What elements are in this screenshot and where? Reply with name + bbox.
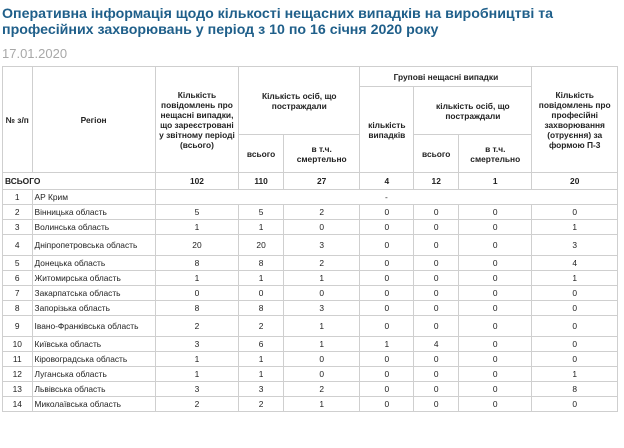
row-region: Львівська область (32, 382, 155, 397)
row-region: Закарпатська область (32, 286, 155, 301)
row-value: 20 (239, 235, 284, 256)
row-value: 1 (155, 220, 238, 235)
row-value: 1 (283, 316, 359, 337)
row-num: 11 (3, 352, 33, 367)
row-value: 2 (239, 316, 284, 337)
table-row (3, 301, 618, 316)
table-row (3, 352, 618, 367)
row-value: 20 (155, 235, 238, 256)
row-value: 0 (283, 220, 359, 235)
total-value: 102 (155, 173, 238, 190)
table-row (3, 367, 618, 382)
header-group-fatal: в т.ч. смертельно (459, 135, 532, 173)
header-victims: Кількість осіб, що постраждали (239, 67, 360, 135)
row-value: 0 (532, 337, 618, 352)
row-value: 1 (360, 337, 414, 352)
table-row (3, 316, 618, 337)
table-row (3, 286, 618, 301)
row-value: 0 (239, 286, 284, 301)
row-region: Вінницька область (32, 205, 155, 220)
table-row (3, 220, 618, 235)
row-value: 0 (414, 316, 459, 337)
row-num: 10 (3, 337, 33, 352)
header-reported: Кількість повідомлень про нещасні випадки, що зареєстровані у звітному періоді (всього) (155, 67, 238, 173)
row-value: 0 (414, 397, 459, 412)
row-value: 0 (414, 367, 459, 382)
table-row (3, 397, 618, 412)
total-row (3, 173, 618, 190)
total-value: 110 (239, 173, 284, 190)
row-value: 0 (360, 271, 414, 286)
row-region: Запорізька область (32, 301, 155, 316)
row-num: 4 (3, 235, 33, 256)
row-value: 0 (532, 205, 618, 220)
row-value: 1 (239, 271, 284, 286)
row-region: Волинська область (32, 220, 155, 235)
row-value: 1 (239, 220, 284, 235)
row-value: 0 (360, 256, 414, 271)
row-value: 5 (239, 205, 284, 220)
row-value: 1 (532, 220, 618, 235)
row-region: Луганська область (32, 367, 155, 382)
row-value: 0 (414, 256, 459, 271)
row-value: 1 (239, 367, 284, 382)
row-value: 0 (414, 286, 459, 301)
row-value: 1 (283, 337, 359, 352)
row-value: 3 (239, 382, 284, 397)
row-value: 2 (283, 256, 359, 271)
table-row (3, 235, 618, 256)
row-num: 2 (3, 205, 33, 220)
row-value: 0 (414, 352, 459, 367)
row-value: 0 (283, 352, 359, 367)
row-value: 2 (283, 205, 359, 220)
row-value: 2 (239, 397, 284, 412)
row-value: 1 (283, 397, 359, 412)
table-row (3, 337, 618, 352)
row-region: Івано-Франківська область (32, 316, 155, 337)
total-value: 12 (414, 173, 459, 190)
row-value: 0 (532, 301, 618, 316)
row-no-data: - (155, 190, 617, 205)
row-value: 6 (239, 337, 284, 352)
row-value: 0 (283, 367, 359, 382)
report-date: 17.01.2020 (2, 46, 68, 61)
row-value: 4 (414, 337, 459, 352)
row-num: 13 (3, 382, 33, 397)
table-row (3, 190, 618, 205)
header-group: Групові нещасні випадки (360, 67, 532, 87)
header-victims-fatal: в т.ч. смертельно (283, 135, 359, 173)
row-value: 2 (283, 382, 359, 397)
row-region: Київська область (32, 337, 155, 352)
row-value: 0 (532, 397, 618, 412)
row-value: 1 (532, 271, 618, 286)
header-num: № з/п (3, 67, 33, 173)
row-value: 1 (155, 271, 238, 286)
row-value: 0 (360, 235, 414, 256)
row-num: 7 (3, 286, 33, 301)
row-value: 0 (360, 397, 414, 412)
row-value: 0 (414, 271, 459, 286)
row-num: 3 (3, 220, 33, 235)
header-group-persons: кількість осіб, що постраждали (414, 87, 532, 135)
row-region: Миколаївська область (32, 397, 155, 412)
total-value: 27 (283, 173, 359, 190)
row-value: 0 (459, 367, 532, 382)
row-value: 0 (459, 286, 532, 301)
row-value: 0 (459, 382, 532, 397)
row-value: 0 (360, 352, 414, 367)
row-value: 0 (360, 382, 414, 397)
row-value: 0 (459, 316, 532, 337)
row-value: 0 (459, 352, 532, 367)
table-row (3, 382, 618, 397)
row-value: 0 (360, 316, 414, 337)
row-value: 0 (459, 397, 532, 412)
row-value: 3 (283, 301, 359, 316)
row-num: 5 (3, 256, 33, 271)
row-num: 14 (3, 397, 33, 412)
row-value: 3 (155, 382, 238, 397)
row-value: 0 (459, 301, 532, 316)
row-value: 1 (239, 352, 284, 367)
total-label: ВСЬОГО (3, 173, 156, 190)
row-region: АР Крим (32, 190, 155, 205)
row-value: 0 (283, 286, 359, 301)
row-value: 0 (155, 286, 238, 301)
row-value: 0 (414, 301, 459, 316)
row-region: Дніпропетровська область (32, 235, 155, 256)
row-value: 2 (155, 397, 238, 412)
table-row (3, 256, 618, 271)
row-value: 0 (414, 205, 459, 220)
row-num: 8 (3, 301, 33, 316)
row-value: 1 (155, 352, 238, 367)
row-value: 2 (155, 316, 238, 337)
row-region: Донецька область (32, 256, 155, 271)
row-value: 0 (459, 205, 532, 220)
row-value: 0 (360, 205, 414, 220)
table-row (3, 271, 618, 286)
row-value: 0 (459, 256, 532, 271)
row-value: 0 (414, 220, 459, 235)
total-value: 1 (459, 173, 532, 190)
total-value: 4 (360, 173, 414, 190)
row-value: 4 (532, 256, 618, 271)
row-value: 8 (532, 382, 618, 397)
row-num: 1 (3, 190, 33, 205)
row-region: Житомирська область (32, 271, 155, 286)
row-value: 3 (155, 337, 238, 352)
row-value: 0 (459, 235, 532, 256)
total-value: 20 (532, 173, 618, 190)
row-num: 12 (3, 367, 33, 382)
row-num: 9 (3, 316, 33, 337)
row-value: 0 (360, 301, 414, 316)
report-table (2, 66, 618, 412)
row-value: 0 (459, 220, 532, 235)
header-occupational: Кількість повідомлень про професійні захворювання (отруєння) за формою П-3 (532, 67, 618, 173)
row-value: 8 (155, 301, 238, 316)
row-value: 1 (155, 367, 238, 382)
row-value: 1 (283, 271, 359, 286)
row-value: 0 (532, 286, 618, 301)
row-value: 3 (283, 235, 359, 256)
row-value: 0 (532, 352, 618, 367)
header-group-total: всього (414, 135, 459, 173)
row-value: 0 (459, 337, 532, 352)
row-value: 0 (532, 316, 618, 337)
header-region: Регіон (32, 67, 155, 173)
row-value: 3 (532, 235, 618, 256)
row-value: 0 (360, 286, 414, 301)
row-value: 8 (239, 301, 284, 316)
row-value: 1 (532, 367, 618, 382)
row-value: 0 (459, 271, 532, 286)
row-value: 0 (360, 367, 414, 382)
header-group-count: кількість випадків (360, 87, 414, 173)
header-victims-total: всього (239, 135, 284, 173)
row-region: Кіровоградська область (32, 352, 155, 367)
row-value: 8 (155, 256, 238, 271)
row-value: 0 (360, 220, 414, 235)
row-value: 5 (155, 205, 238, 220)
row-value: 8 (239, 256, 284, 271)
page-title: Оперативна інформація щодо кількості нещасних випадків на виробництві та професійних захворювань у період з 10 по 16 січня 2020 року (2, 6, 554, 38)
row-value: 0 (414, 235, 459, 256)
row-value: 0 (414, 382, 459, 397)
row-num: 6 (3, 271, 33, 286)
table-row (3, 205, 618, 220)
